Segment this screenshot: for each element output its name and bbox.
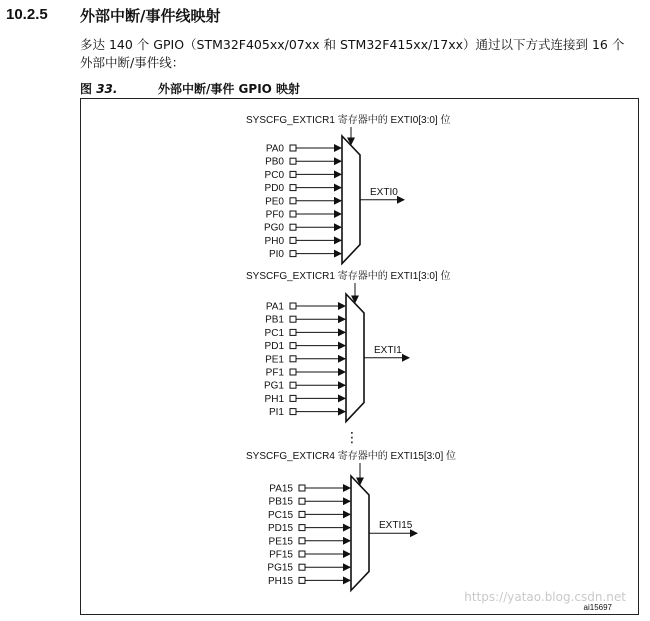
figure-label bbox=[80, 80, 158, 97]
input-pin bbox=[290, 382, 296, 388]
input-pin bbox=[290, 145, 296, 151]
input-pin bbox=[290, 409, 296, 415]
figure-frame bbox=[80, 98, 639, 615]
input-pin bbox=[299, 538, 305, 544]
multiplexer bbox=[346, 294, 364, 422]
input-label: PB1 bbox=[265, 314, 284, 326]
output-label: EXTI1 bbox=[374, 344, 402, 356]
input-pin bbox=[290, 198, 296, 204]
input-label: PD1 bbox=[264, 341, 284, 353]
input-label: PG1 bbox=[263, 380, 284, 392]
figure-number: 33. bbox=[96, 82, 118, 96]
input-label: PF0 bbox=[265, 209, 284, 221]
input-pin bbox=[290, 224, 296, 230]
ellipsis: ⋮ bbox=[345, 429, 359, 445]
input-label: PD15 bbox=[267, 523, 293, 535]
output-label: EXTI15 bbox=[379, 520, 413, 532]
input-pin bbox=[299, 485, 305, 491]
input-label: PH1 bbox=[264, 393, 284, 405]
input-pin bbox=[290, 329, 296, 335]
input-label: PI1 bbox=[268, 407, 284, 419]
figure-caption bbox=[80, 80, 640, 97]
input-label: PE1 bbox=[265, 354, 284, 366]
input-pin bbox=[290, 185, 296, 191]
multiplexer bbox=[342, 136, 360, 264]
input-pin bbox=[299, 498, 305, 504]
multiplexer bbox=[351, 476, 369, 590]
figure-title: 外部中断/事件 GPIO 映射 bbox=[158, 82, 301, 96]
input-label: PI0 bbox=[268, 249, 284, 261]
selector-label: SYSCFG_EXTICR4 寄存器中的 EXTI15[3:0] 位 bbox=[246, 451, 457, 462]
watermark: https://yatao.blog.csdn.net bbox=[464, 590, 626, 604]
input-pin bbox=[290, 303, 296, 309]
input-pin bbox=[290, 237, 296, 243]
input-pin bbox=[290, 316, 296, 322]
input-pin bbox=[299, 511, 305, 517]
input-label: PB15 bbox=[268, 496, 293, 508]
selector-label: SYSCFG_EXTICR1 寄存器中的 EXTI0[3:0] 位 bbox=[246, 115, 451, 126]
input-label: PG0 bbox=[263, 222, 284, 234]
input-pin bbox=[290, 158, 296, 164]
input-label: PC0 bbox=[264, 169, 284, 181]
input-label: PC15 bbox=[267, 509, 293, 521]
input-label: PB0 bbox=[265, 156, 284, 168]
input-pin bbox=[290, 171, 296, 177]
input-label: PD0 bbox=[264, 183, 284, 195]
input-label: PA0 bbox=[265, 143, 284, 155]
input-label: PH0 bbox=[264, 235, 284, 247]
intro-paragraph bbox=[80, 36, 640, 72]
input-pin bbox=[290, 343, 296, 349]
exti-mux-diagram bbox=[81, 99, 638, 614]
intro-line-1: 多达 140 个 GPIO（STM32F405xx/07xx 和 STM32F415xx/17xx）通过以下方式连接到 16 个 bbox=[80, 37, 625, 52]
input-pin bbox=[299, 577, 305, 583]
input-pin bbox=[290, 395, 296, 401]
input-label: PH15 bbox=[267, 575, 293, 587]
input-label: PE15 bbox=[268, 536, 293, 548]
input-pin bbox=[290, 356, 296, 362]
input-label: PE0 bbox=[265, 196, 284, 208]
figure-code: ai15697 bbox=[583, 603, 612, 612]
intro-line-2: 外部中断/事件线： bbox=[80, 55, 185, 70]
input-label: PF15 bbox=[269, 549, 293, 561]
input-label: PA15 bbox=[269, 483, 293, 495]
input-pin bbox=[290, 211, 296, 217]
input-label: PC1 bbox=[264, 327, 284, 339]
section-number: 10.2.5 bbox=[6, 6, 48, 23]
input-label: PF1 bbox=[265, 367, 284, 379]
input-pin bbox=[299, 551, 305, 557]
input-pin bbox=[290, 251, 296, 257]
input-pin bbox=[299, 564, 305, 570]
input-label: PG15 bbox=[267, 562, 293, 574]
output-label: EXTI0 bbox=[370, 186, 398, 198]
section-title: 外部中断/事件线映射 bbox=[80, 7, 221, 25]
input-pin bbox=[290, 369, 296, 375]
selector-label: SYSCFG_EXTICR1 寄存器中的 EXTI1[3:0] 位 bbox=[246, 271, 451, 282]
figure-label-prefix: 图 bbox=[80, 82, 97, 96]
input-label: PA1 bbox=[265, 301, 284, 313]
input-pin bbox=[299, 525, 305, 531]
